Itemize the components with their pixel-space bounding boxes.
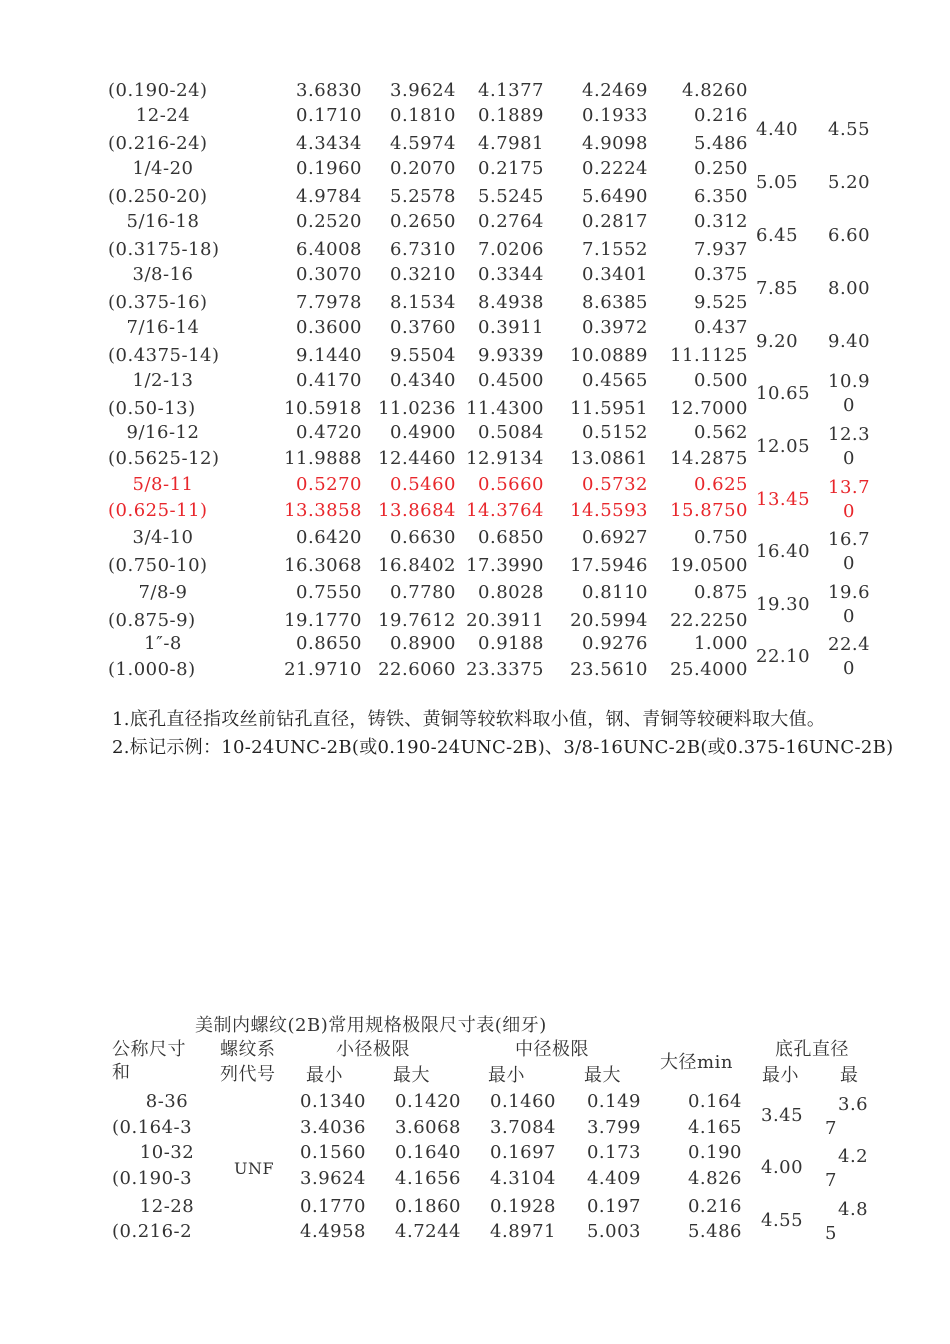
- row-label: 12-28: [139, 1196, 195, 1217]
- table-cell: 11.9888: [284, 448, 362, 469]
- row-label: (0.216-2: [112, 1221, 193, 1242]
- drill-min: 7.85: [756, 278, 799, 299]
- drill-min: 13.45: [756, 489, 811, 510]
- table-cell: 0.4900: [390, 422, 456, 443]
- table-cell: 0.2520: [296, 211, 362, 232]
- table-cell: 5.5245: [478, 186, 544, 207]
- table-cell: 10.5918: [284, 398, 362, 419]
- table-cell: 8.4938: [478, 292, 544, 313]
- table-cell: 3.7084: [490, 1117, 556, 1138]
- drill-max: 9.40: [828, 331, 871, 352]
- table-cell: 0.750: [693, 527, 748, 548]
- table-cell: 0.9188: [478, 633, 544, 654]
- table-cell: 0.5084: [478, 422, 544, 443]
- drill-max-wrap: 7: [825, 1170, 837, 1191]
- drill-min: 6.45: [756, 225, 799, 246]
- table-cell: 9.9339: [478, 345, 544, 366]
- row-label: (0.190-3: [112, 1168, 193, 1189]
- header-series: 螺纹系: [220, 1039, 276, 1060]
- table-cell: 0.562: [693, 422, 748, 443]
- table-cell: 0.1860: [395, 1196, 461, 1217]
- table-cell: 0.7550: [296, 582, 362, 603]
- table-cell: 4.8260: [682, 80, 748, 101]
- drill-min: 4.00: [761, 1157, 804, 1178]
- drill-max-wrap: 0: [843, 501, 855, 522]
- table-cell: 12.7000: [670, 398, 748, 419]
- table-cell: 12.4460: [378, 448, 456, 469]
- table-cell: 0.2070: [390, 158, 456, 179]
- table-cell: 4.826: [687, 1168, 742, 1189]
- table-cell: 4.7244: [395, 1221, 461, 1242]
- table-cell: 0.8900: [390, 633, 456, 654]
- table-cell: 0.4500: [478, 370, 544, 391]
- table-cell: 0.4565: [582, 370, 648, 391]
- row-label: 1″-8: [144, 633, 182, 654]
- table-cell: 5.003: [586, 1221, 641, 1242]
- table-cell: 0.197: [586, 1196, 641, 1217]
- table-cell: 0.216: [687, 1196, 742, 1217]
- table-cell: 14.3764: [466, 500, 544, 521]
- row-label: (0.3175-18): [108, 239, 220, 260]
- row-label: (0.250-20): [108, 186, 208, 207]
- table-cell: 4.4958: [300, 1221, 366, 1242]
- drill-max-wrap: 0: [843, 553, 855, 574]
- table-cell: 9.5504: [390, 345, 456, 366]
- table-cell: 0.2764: [478, 211, 544, 232]
- table-cell: 23.5610: [570, 659, 648, 680]
- table-cell: 0.5732: [582, 474, 648, 495]
- drill-min: 4.55: [761, 1210, 804, 1231]
- table-cell: 19.7612: [378, 610, 456, 631]
- table-cell: 20.3911: [466, 610, 544, 631]
- table-cell: 7.1552: [582, 239, 648, 260]
- drill-max: 4.55: [828, 119, 871, 140]
- table-cell: 0.1710: [296, 105, 362, 126]
- header-series-2: 列代号: [220, 1064, 276, 1085]
- table-cell: 17.3990: [466, 555, 544, 576]
- header-drill: 底孔直径: [775, 1039, 849, 1060]
- table-cell: 0.1560: [300, 1142, 366, 1163]
- table-cell: 0.6927: [582, 527, 648, 548]
- table-cell: 4.3104: [490, 1168, 556, 1189]
- row-label: (0.164-3: [112, 1117, 193, 1138]
- table-cell: 14.5593: [570, 500, 648, 521]
- note-2: 2.标记示例：10-24UNC-2B(或0.190-24UNC-2B)、3/8-16UNC-2B(或0.375-16UNC-2B): [112, 737, 894, 758]
- row-label: (0.50-13): [108, 398, 196, 419]
- drill-min: 3.45: [761, 1105, 804, 1126]
- table-cell: 7.7978: [296, 292, 362, 313]
- table-cell: 0.3070: [296, 264, 362, 285]
- header-nominal: 公称尺寸: [112, 1039, 186, 1060]
- header-nominal-2: 和: [112, 1062, 131, 1083]
- drill-max-wrap: 0: [843, 658, 855, 679]
- row-label: 5/16-18: [126, 211, 200, 232]
- table-cell: 23.3375: [466, 659, 544, 680]
- table-cell: 0.9276: [582, 633, 648, 654]
- table-cell: 0.2175: [478, 158, 544, 179]
- table-cell: 4.5974: [390, 133, 456, 154]
- table-cell: 4.1377: [478, 80, 544, 101]
- table-cell: 0.312: [693, 211, 748, 232]
- table-cell: 6.4008: [296, 239, 362, 260]
- row-label: (0.5625-12): [108, 448, 220, 469]
- row-label: 7/16-14: [126, 317, 200, 338]
- table-cell: 0.1810: [390, 105, 456, 126]
- header-drill-min: 最小: [762, 1065, 799, 1086]
- table-cell: 15.8750: [670, 500, 748, 521]
- note-1: 1.底孔直径指攻丝前钻孔直径，铸铁、黄铜等较软料取小值，钢、青铜等较硬料取大值。: [112, 709, 826, 730]
- drill-min: 9.20: [756, 331, 799, 352]
- table-cell: 0.5152: [582, 422, 648, 443]
- table-cell: 21.9710: [284, 659, 362, 680]
- drill-min: 16.40: [756, 541, 811, 562]
- drill-max-wrap: 0: [843, 395, 855, 416]
- table-cell: 0.8028: [478, 582, 544, 603]
- drill-max: 10.9: [828, 371, 871, 392]
- table-cell: 0.1340: [300, 1091, 366, 1112]
- table-cell: 5.2578: [390, 186, 456, 207]
- table-cell: 0.216: [693, 105, 748, 126]
- drill-max: 22.4: [828, 634, 871, 655]
- table-cell: 10.0889: [570, 345, 648, 366]
- row-label: 8-36: [145, 1091, 189, 1112]
- table-cell: 17.5946: [570, 555, 648, 576]
- table-cell: 11.0236: [378, 398, 456, 419]
- drill-max: 3.6: [838, 1094, 869, 1115]
- header-drill-max: 最: [840, 1065, 859, 1086]
- row-label: 7/8-9: [138, 582, 188, 603]
- table-title: 美制内螺纹(2B)常用规格极限尺寸表(细牙): [195, 1015, 547, 1036]
- table-cell: 0.7780: [390, 582, 456, 603]
- table-cell: 0.3600: [296, 317, 362, 338]
- table-cell: 5.486: [687, 1221, 742, 1242]
- table-cell: 0.149: [586, 1091, 641, 1112]
- header-pitch-min: 最小: [488, 1065, 525, 1086]
- table-cell: 6.350: [693, 186, 748, 207]
- drill-min: 4.40: [756, 119, 799, 140]
- table-cell: 4.409: [586, 1168, 641, 1189]
- drill-max-wrap: 5: [825, 1223, 837, 1244]
- table-cell: 6.7310: [390, 239, 456, 260]
- row-label: (0.4375-14): [108, 345, 220, 366]
- drill-min: 10.65: [756, 383, 811, 404]
- table-cell: 3.6068: [395, 1117, 461, 1138]
- row-label: (0.375-16): [108, 292, 208, 313]
- drill-max: 12.3: [828, 424, 871, 445]
- table-cell: 11.1125: [670, 345, 748, 366]
- table-cell: 0.1928: [490, 1196, 556, 1217]
- table-cell: 0.6850: [478, 527, 544, 548]
- table-cell: 3.4036: [300, 1117, 366, 1138]
- table-cell: 0.2224: [582, 158, 648, 179]
- table-cell: 0.6420: [296, 527, 362, 548]
- table-cell: 0.500: [693, 370, 748, 391]
- table-cell: 25.4000: [670, 659, 748, 680]
- row-label: 5/8-11: [132, 474, 194, 495]
- table-cell: 0.5270: [296, 474, 362, 495]
- table-cell: 0.375: [693, 264, 748, 285]
- drill-max-wrap: 0: [843, 606, 855, 627]
- row-label: 3/4-10: [132, 527, 194, 548]
- table-cell: 13.3858: [284, 500, 362, 521]
- row-label: 12-24: [135, 105, 191, 126]
- table-cell: 13.8684: [378, 500, 456, 521]
- table-cell: 0.3344: [478, 264, 544, 285]
- table-cell: 0.1960: [296, 158, 362, 179]
- table-cell: 16.8402: [378, 555, 456, 576]
- table-cell: 0.4340: [390, 370, 456, 391]
- table-cell: 16.3068: [284, 555, 362, 576]
- table-cell: 22.2250: [670, 610, 748, 631]
- table-cell: 0.3401: [582, 264, 648, 285]
- table-cell: 0.4720: [296, 422, 362, 443]
- table-cell: 0.625: [693, 474, 748, 495]
- drill-max: 4.2: [838, 1146, 869, 1167]
- drill-max: 5.20: [828, 172, 871, 193]
- table-cell: 0.5660: [478, 474, 544, 495]
- table-cell: 0.6630: [390, 527, 456, 548]
- table-cell: 3.9624: [390, 80, 456, 101]
- table-cell: 12.9134: [466, 448, 544, 469]
- table-cell: 11.5951: [570, 398, 648, 419]
- table-cell: 1.000: [693, 633, 748, 654]
- drill-max: 16.7: [828, 529, 871, 550]
- row-label: 9/16-12: [126, 422, 200, 443]
- header-minor: 小径极限: [336, 1039, 410, 1060]
- table-cell: 8.6385: [582, 292, 648, 313]
- drill-max: 19.6: [828, 582, 871, 603]
- drill-min: 12.05: [756, 436, 811, 457]
- row-label: (0.216-24): [108, 133, 208, 154]
- row-label: (0.190-24): [108, 80, 208, 101]
- table-cell: 0.3911: [478, 317, 544, 338]
- header-minor-max: 最大: [393, 1065, 430, 1086]
- table-cell: 0.3972: [582, 317, 648, 338]
- table-cell: 0.437: [693, 317, 748, 338]
- row-label: 1/4-20: [132, 158, 194, 179]
- table-cell: 0.1460: [490, 1091, 556, 1112]
- table-cell: 19.0500: [670, 555, 748, 576]
- table-cell: 0.1697: [490, 1142, 556, 1163]
- table-cell: 0.3210: [390, 264, 456, 285]
- table-cell: 9.525: [693, 292, 748, 313]
- row-label: 1/2-13: [132, 370, 194, 391]
- table-cell: 0.4170: [296, 370, 362, 391]
- table-cell: 5.6490: [582, 186, 648, 207]
- row-label: (0.875-9): [108, 610, 196, 631]
- header-pitch: 中径极限: [515, 1039, 589, 1060]
- drill-max-wrap: 0: [843, 448, 855, 469]
- drill-max: 8.00: [828, 278, 871, 299]
- table-cell: 3.9624: [300, 1168, 366, 1189]
- table-cell: 0.8650: [296, 633, 362, 654]
- table-cell: 0.164: [687, 1091, 742, 1112]
- table-cell: 0.1933: [582, 105, 648, 126]
- table-cell: 0.8110: [582, 582, 648, 603]
- row-label: (1.000-8): [108, 659, 196, 680]
- table-cell: 14.2875: [670, 448, 748, 469]
- row-label: (0.625-11): [108, 500, 208, 521]
- drill-min: 5.05: [756, 172, 799, 193]
- row-label: (0.750-10): [108, 555, 208, 576]
- table-cell: 4.3434: [296, 133, 362, 154]
- table-cell: 0.1770: [300, 1196, 366, 1217]
- table-cell: 4.9098: [582, 133, 648, 154]
- table-cell: 3.6830: [296, 80, 362, 101]
- drill-min: 19.30: [756, 594, 811, 615]
- table-cell: 4.8971: [490, 1221, 556, 1242]
- table-cell: 22.6060: [378, 659, 456, 680]
- drill-min: 22.10: [756, 646, 811, 667]
- series-code: UNF: [234, 1159, 275, 1178]
- table-cell: 11.4300: [466, 398, 544, 419]
- table-cell: 19.1770: [284, 610, 362, 631]
- table-cell: 0.250: [693, 158, 748, 179]
- drill-max: 4.8: [838, 1199, 869, 1220]
- table-cell: 0.190: [687, 1142, 742, 1163]
- table-cell: 0.2817: [582, 211, 648, 232]
- table-cell: 4.1656: [395, 1168, 461, 1189]
- header-minor-min: 最小: [306, 1065, 343, 1086]
- header-pitch-max: 最大: [584, 1065, 621, 1086]
- table-cell: 20.5994: [570, 610, 648, 631]
- table-cell: 7.937: [693, 239, 748, 260]
- table-cell: 0.875: [693, 582, 748, 603]
- table-cell: 4.9784: [296, 186, 362, 207]
- table-cell: 4.7981: [478, 133, 544, 154]
- table-cell: 0.2650: [390, 211, 456, 232]
- drill-max-wrap: 7: [825, 1118, 837, 1139]
- table-cell: 8.1534: [390, 292, 456, 313]
- table-cell: 0.5460: [390, 474, 456, 495]
- table-cell: 0.3760: [390, 317, 456, 338]
- table-cell: 7.0206: [478, 239, 544, 260]
- table-cell: 0.1889: [478, 105, 544, 126]
- table-cell: 9.1440: [296, 345, 362, 366]
- drill-max: 6.60: [828, 225, 871, 246]
- table-cell: 0.1420: [395, 1091, 461, 1112]
- table-cell: 3.799: [586, 1117, 641, 1138]
- drill-max: 13.7: [828, 477, 871, 498]
- table-cell: 13.0861: [570, 448, 648, 469]
- table-cell: 0.173: [586, 1142, 641, 1163]
- table-cell: 4.2469: [582, 80, 648, 101]
- table-cell: 0.1640: [395, 1142, 461, 1163]
- table-cell: 4.165: [687, 1117, 742, 1138]
- row-label: 3/8-16: [132, 264, 194, 285]
- row-label: 10-32: [139, 1142, 195, 1163]
- table-cell: 5.486: [693, 133, 748, 154]
- header-major: 大径min: [660, 1052, 733, 1073]
